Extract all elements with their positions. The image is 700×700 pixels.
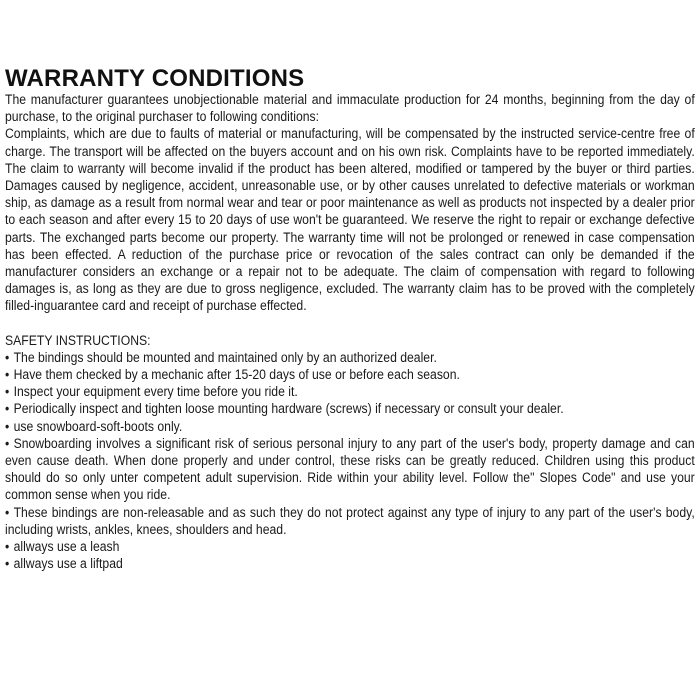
bullet-icon: •: [5, 418, 10, 435]
warranty-terms-paragraph: Complaints, which are due to faults of material or manufacturing, will be compensated by the instructed service-centre free of charge. The transport will be affected on the buyers account and on his own risk. Complaints have to be reported immediately. The claim to warranty will become invalid if the product has been altered, modified or tampered by the buyer or third parties. Damages caused by negligence, accident, unreasonable use, or by other causes unrelated to defective materials or workman ship, as damage as a result from normal wear and tear or poor maintenance as well as products not inspected by a dealer prior to each season and after every 15 to 20 days of use won't be guaranteed. We reserve the right to repair or exchange defective parts. The exchanged parts become our property. The warranty time will not be prolonged or renewed in case compensation has been effected. A reduction of the purchase price or revocation of the sales contract can only be demanded if the manufacturer considers an exchange or a repair not to be adequate. The claim of compensation with regard to following damages is, as long as they are due to gross negligence, excluded. The warranty claim has to be proved with the completely filled-inguarantee card and receipt of purchase effected.: [5, 126, 695, 315]
bullet-icon: •: [5, 384, 10, 401]
bullet-icon: •: [5, 349, 10, 366]
warranty-intro-paragraph: The manufacturer guarantees unobjectionable material and immaculate production for 24 months, beginning from the day of purchase, to the original purchaser to following conditions:: [5, 92, 695, 126]
list-item: [5, 384, 695, 401]
list-item: [5, 419, 695, 436]
list-item-text: These bindings are non-releasable and as such they do not protect against any type of injury to any part of the user's body, including wrists, ankles, knees, shoulders and head.: [5, 504, 695, 538]
safety-list: [5, 350, 695, 574]
list-item: [5, 505, 695, 539]
safety-section: [5, 333, 695, 574]
list-item-text: Snowboarding involves a significant risk of serious personal injury to any part of the user's body, property damage and can even cause death. When done properly and under control, these risks can be greatly reduced. Children using this product should do so only unter competent adult supervision. Ride within your ability level. Follow the" Slopes Code" and use your common sense when you ride.: [5, 435, 695, 504]
list-item: [5, 367, 695, 384]
section-spacer: [5, 316, 695, 333]
list-item-text: The bindings should be mounted and maintained only by an authorized dealer.: [13, 349, 437, 366]
document-page: [5, 66, 695, 573]
list-item: [5, 539, 695, 556]
bullet-icon: •: [5, 504, 10, 521]
list-item: [5, 350, 695, 367]
list-item-text: Have them checked by a mechanic after 15-20 days of use or before each season.: [13, 367, 460, 384]
list-item: [5, 436, 695, 505]
list-item-text: use snowboard-soft-boots only.: [13, 418, 183, 435]
list-item-text: Periodically inspect and tighten loose mounting hardware (screws) if necessary or consult your dealer.: [13, 401, 564, 418]
bullet-icon: •: [5, 556, 10, 573]
bullet-icon: •: [5, 435, 10, 452]
warranty-body: [5, 92, 695, 316]
bullet-icon: •: [5, 367, 10, 384]
list-item-text: allways use a liftpad: [13, 556, 123, 573]
list-item: [5, 556, 695, 573]
list-item-text: allways use a leash: [13, 539, 120, 556]
list-item: [5, 401, 695, 418]
bullet-icon: •: [5, 401, 10, 418]
warranty-title: WARRANTY CONDITIONS: [5, 65, 305, 92]
bullet-icon: •: [5, 539, 10, 556]
safety-heading: SAFETY INSTRUCTIONS:: [5, 332, 151, 349]
list-item-text: Inspect your equipment every time before you ride it.: [13, 384, 298, 401]
